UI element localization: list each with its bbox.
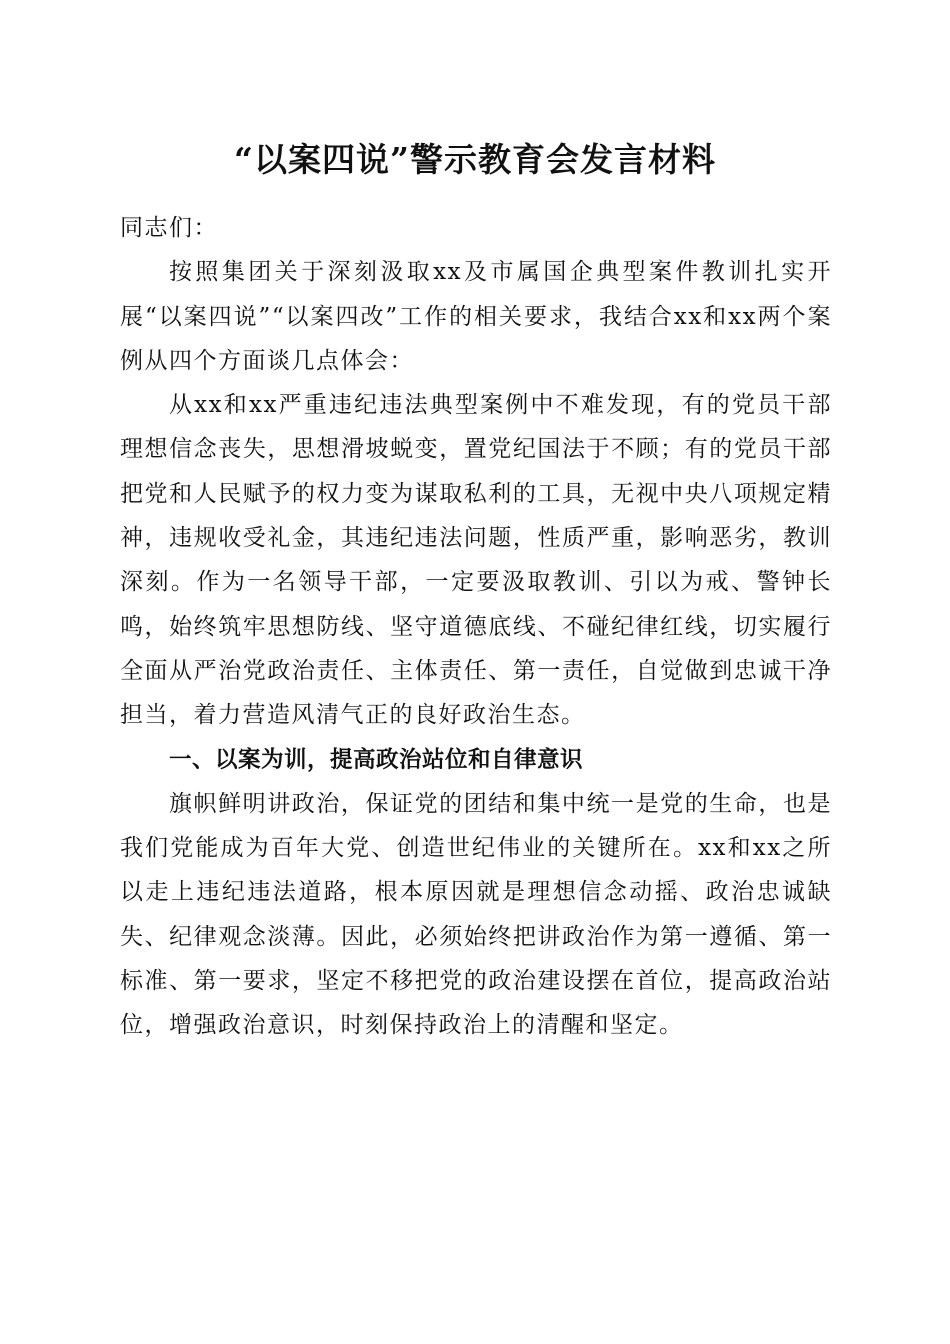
section-heading: 一、以案为训，提高政治站位和自律意识: [169, 746, 584, 773]
document-body: [120, 206, 832, 1048]
intro-paragraph: 按照集团关于深刻汲取xx及市属国企典型案件教训扎实开展“以案四说”“以案四改”工作的相关要求，我结合xx和xx两个案例从四个方面谈几点体会：: [120, 259, 832, 374]
document-title: “以案四说”警示教育会发言材料: [234, 140, 716, 179]
salutation: 同志们：: [120, 215, 218, 241]
case-analysis-paragraph: 从xx和xx严重违纪违法典型案例中不难发现，有的党员干部理想信念丧失，思想滑坡蜕变，置党纪国法于不顾；有的党员干部把党和人民赋予的权力变为谋取私利的工具，无视中央八项规定精神，违规收受礼金，其违纪违法问题，性质严重，影响恶劣，教训深刻。作为一名领导干部，一定要汲取教训、引以为戒、警钟长鸣，始终筑牢思想防线、坚守道德底线、不碰纪律红线，切实履行全面从严治党政治责任、主体责任、第一责任，自觉做到忠诚干净担当，着力营造风清气正的良好政治生态。: [120, 392, 832, 729]
section-paragraph: 旗帜鲜明讲政治，保证党的团结和集中统一是党的生命，也是我们党能成为百年大党、创造世纪伟业的关键所在。xx和xx之所以走上违纪违法道路，根本原因就是理想信念动摇、政治忠诚缺失、纪律观念淡薄。因此，必须始终把讲政治作为第一遵循、第一标准、第一要求，坚定不移把党的政治建设摆在首位，提高政治站位，增强政治意识，时刻保持政治上的清醒和坚定。: [120, 790, 832, 1039]
